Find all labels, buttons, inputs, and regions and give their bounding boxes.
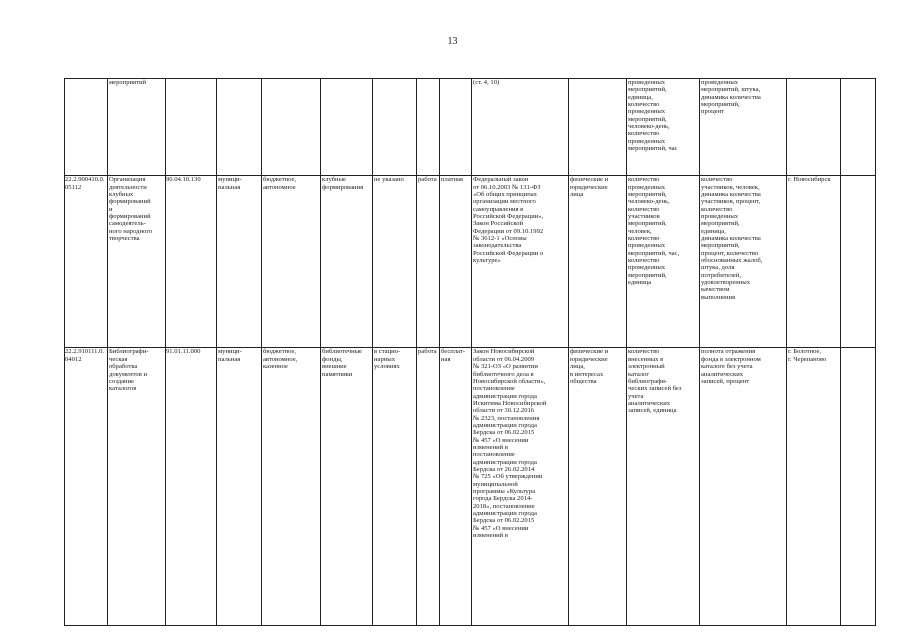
content-cell: клубные формирования — [321, 176, 373, 348]
service-code-cell: 22.2.900410.0.05112 — [65, 176, 108, 348]
institution-type-cell: бюджетное, автономное — [262, 176, 321, 348]
institution-type-cell — [262, 79, 321, 176]
conditions-cell — [373, 79, 417, 176]
service-name-cell: мероприятий — [108, 79, 166, 176]
extra-cell — [841, 176, 876, 348]
extra-cell — [841, 79, 876, 176]
volume-indicators-cell: количество проведенных мероприятий, человеко-день, количество участников мероприятий, человек, количество проведенных мероприятий, час, количество проведенных мероприятий, единица — [627, 176, 700, 348]
service-name-cell: Организация деятельности клубных формирований и формирований самодеятель- ного народного творчества — [108, 176, 166, 348]
territory-cell: г. Новосибирск — [787, 176, 841, 348]
institution-type-cell: бюджетное, автономное, казенное — [262, 348, 321, 626]
quality-indicators-cell: проведенных мероприятий, штука, динамика количества мероприятий, процент — [700, 79, 787, 176]
legal-basis-cell: (ст. 4, 10) — [472, 79, 569, 176]
quality-indicators-cell: количество участников, человек, динамика количества участников, процент, количество проведенных мероприятий, единица, динамика количества мероприятий, процент, количество обоснованных жалоб, штука, доля потребителей, удовлетворенных качеством выполнения — [700, 176, 787, 348]
consumers-cell: физические и юридические лица — [569, 176, 627, 348]
legal-basis-cell: Федеральный закон от 06.10.2003 № 131-ФЗ «Об общих принципах организации местного самоуправления в Российской Федерации», Закон Российской Федерации от 09.10.1992 № 3612-1 «Основы законодательства Российской Федерации о культуре» — [472, 176, 569, 348]
payment-cell: платная — [440, 176, 472, 348]
territory-cell: г. Болотное, г. Черепаново — [787, 348, 841, 626]
content-cell: библиотечные фонды, внешние памятники — [321, 348, 373, 626]
kind-cell — [417, 79, 440, 176]
payment-cell — [440, 79, 472, 176]
territory-cell — [787, 79, 841, 176]
table-row — [65, 79, 876, 176]
okved-code-cell: 91.01.11.000 — [166, 348, 217, 626]
consumers-cell: физические и юридические лица, в интересах общества — [569, 348, 627, 626]
table-row — [65, 348, 876, 626]
consumers-cell — [569, 79, 627, 176]
service-type-cell: муници- пальная — [217, 176, 262, 348]
kind-cell: работа — [417, 176, 440, 348]
service-name-cell: Библиографи- ческая обработка документов и создание каталогов — [108, 348, 166, 626]
page-number: 13 — [447, 36, 458, 47]
services-table — [64, 78, 876, 626]
service-code-cell: 22.2.910111.0.04012 — [65, 348, 108, 626]
okved-code-cell: 90.04.10.130 — [166, 176, 217, 348]
content-cell — [321, 79, 373, 176]
okved-code-cell — [166, 79, 217, 176]
kind-cell: работа — [417, 348, 440, 626]
service-type-cell: муници- пальная — [217, 348, 262, 626]
conditions-cell: в стацио- нарных условиях — [373, 348, 417, 626]
extra-cell — [841, 348, 876, 626]
conditions-cell: не указано — [373, 176, 417, 348]
payment-cell: бесплат- ная — [440, 348, 472, 626]
service-code-cell — [65, 79, 108, 176]
quality-indicators-cell: полнота отражения фонда в электронном каталоге без учета аналитических записей, процент — [700, 348, 787, 626]
legal-basis-cell: Закон Новосибирской области от 06.04.2009 № 321-ОЗ «О развитии библиотечного дела в Новосибирской области», постановление администрации города Искитима Новосибирской области от 30.12.2016 № 2323, постановления администрации города Бердска от 06.02.2015 № 457 «О внесении изменений в постановление администрации города Бердска от 26.02.2014 № 725 «Об утверждении муниципальной программы «Культура города Бердска 2014- 2018», постановление администрации города Бердска от 06.02.2015 № 457 «О внесении изменений в — [472, 348, 569, 626]
table-row — [65, 176, 876, 348]
volume-indicators-cell: проведенных мероприятий, единица, количество проведенных мероприятий, человеко-день, количество проведенных мероприятий, час — [627, 79, 700, 176]
service-type-cell — [217, 79, 262, 176]
volume-indicators-cell: количество внесенных в электронный каталог библиографи- ческих записей без учета аналитических записей, единица — [627, 348, 700, 626]
